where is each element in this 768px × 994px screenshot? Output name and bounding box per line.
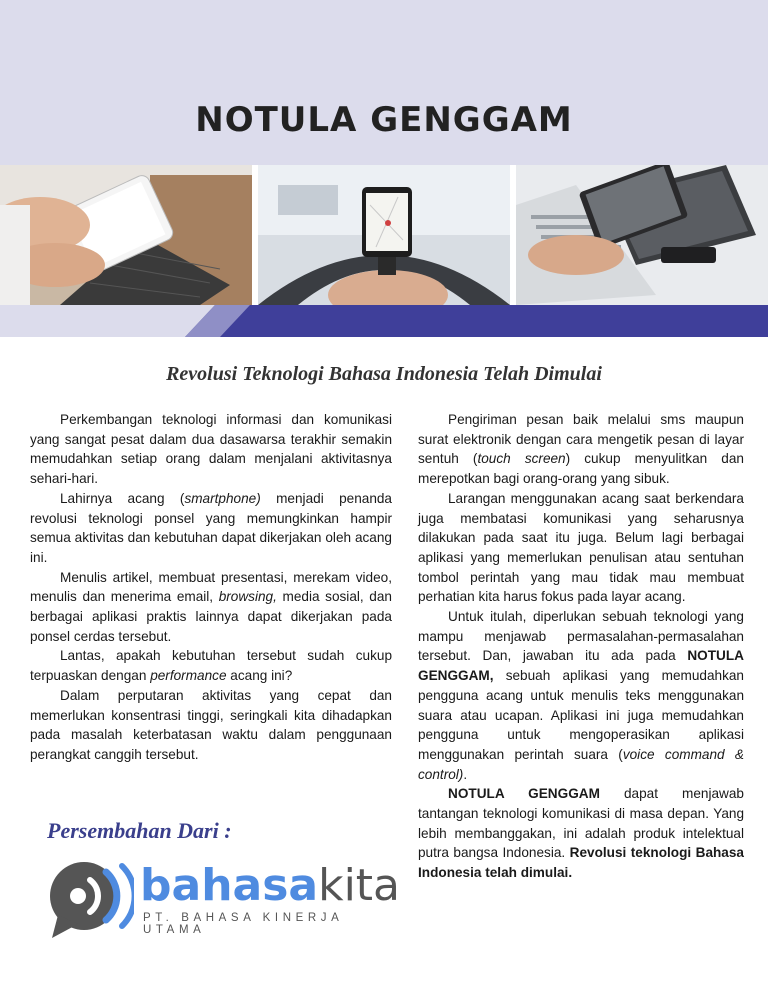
logo-wordmark: bahasakita (140, 860, 401, 911)
right-column (418, 410, 744, 883)
photo-tablet-laptop (516, 165, 768, 305)
photo-strip (0, 165, 768, 305)
header-band (0, 0, 768, 165)
subtitle: Revolusi Teknologi Bahasa Indonesia Telah Dimulai (166, 363, 602, 385)
logo-mark-icon (48, 860, 134, 940)
page-title: NOTULA GENGGAM (195, 100, 573, 140)
photo-hands-smartphone (0, 165, 252, 305)
paragraph: Lahirnya acang (smartphone) menjadi penanda revolusi teknologi ponsel yang memungkinkan hampir semua aktivitas dan kebutuhan dapat dikerjakan oleh acang ini. (30, 490, 392, 565)
paragraph: Lantas, apakah kebutuhan tersebut sudah cukup terpuaskan dengan performance acang ini? (30, 648, 392, 684)
left-column (30, 410, 392, 765)
paragraph: Untuk itulah, diperlukan sebuah teknologi yang mampu menjawab permasalahan-permasalahan tersebut. Dan, jawaban itu ada pada NOTULA GENGGAM, sebuah aplikasi yang memudahkan pengguna acang untuk menulis teks menggunakan suara atau ucapan. Aplikasi ini juga memudahkan pengguna untuk mengoperasikan aplikasi menggunakan perintah suara (voice command & control). (418, 609, 744, 782)
presented-by-label: Persembahan Dari : (47, 818, 232, 843)
paragraph: Pengiriman pesan baik melalui sms maupun surat elektronik dengan cara mengetik pesan di layar sentuh (touch screen) cukup menyulitkan dan merepotkan bagi orang-orang yang sibuk. (418, 412, 744, 487)
paragraph: Perkembangan teknologi informasi dan komunikasi yang sangat pesat dalam dua dasawarsa terakhir semakin memudahkan setiap orang dalam menjalani aktivitasnya sehari-hari. (30, 412, 392, 487)
paragraph: Dalam perputaran aktivitas yang cepat dan memerlukan konsentrasi tinggi, seringkali kita dihadapkan pada masalah keterbatasan waktu dalam penggunaan perangkat canggih tersebut. (30, 687, 392, 762)
photo-driving-phone (258, 165, 510, 305)
logo-tagline: PT. BAHASA KINERJA UTAMA (143, 912, 343, 936)
bahasakita-logo (48, 860, 401, 940)
paragraph: Menulis artikel, membuat presentasi, merekam video, menulis dan menerima email, browsing, media sosial, dan berbagai aplikasi praktis lainnya dapat dikerjakan pada ponsel cerdas tersebut. (30, 569, 392, 644)
paragraph: NOTULA GENGGAM dapat menjawab tantangan teknologi komunikasi di masa depan. Yang lebih membanggakan, ini adalah produk intelektual putra bangsa Indonesia. Revolusi teknologi Bahasa Indonesia telah dimulai. (418, 786, 744, 881)
decorative-stripe (0, 305, 768, 337)
paragraph: Larangan menggunakan acang saat berkendara juga membatasi komunikasi yang seharusnya dilakukan pada saat itu juga. Belum lagi berbagai aplikasi yang memerlukan penulisan atau sentuhan tombol perintah yang mau tidak mau membuat perhatian kita harus fokus pada layar acang. (418, 490, 744, 605)
